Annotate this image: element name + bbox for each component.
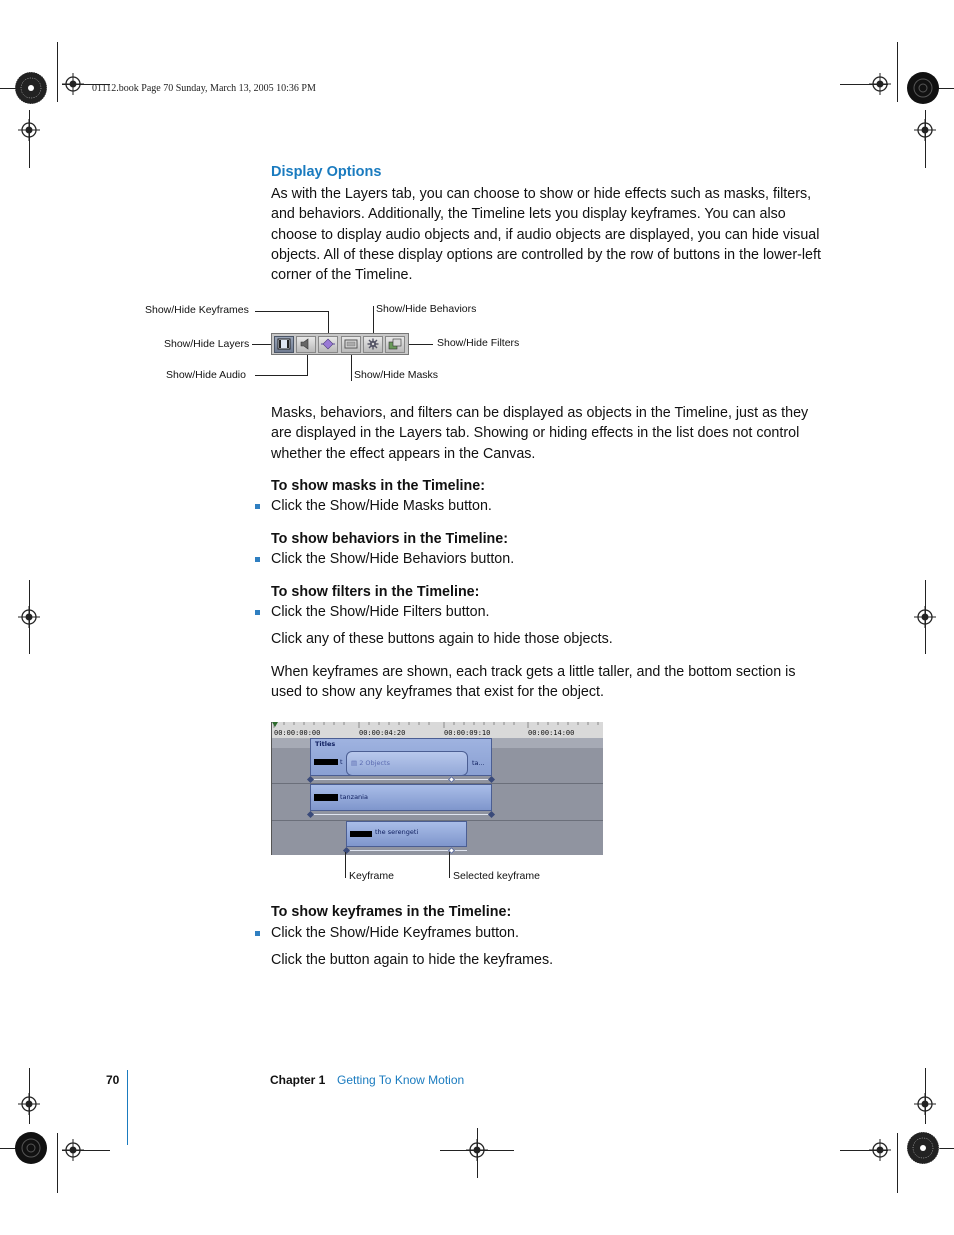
clip-label: t xyxy=(340,758,343,766)
print-slug: 01112.book Page 70 Sunday, March 13, 2005 10:36 PM xyxy=(92,83,316,94)
behaviors-icon xyxy=(366,338,380,350)
task-heading-keyframes: To show keyframes in the Timeline: xyxy=(271,904,512,920)
callout-show-hide-masks: Show/Hide Masks xyxy=(354,369,439,381)
step-text: Click the Show/Hide Filters button. xyxy=(271,604,490,620)
clip-label: the serengeti xyxy=(375,828,419,836)
footer-chapter-title: Getting To Know Motion xyxy=(337,1073,465,1087)
step-text: Click the Show/Hide Keyframes button. xyxy=(271,925,519,941)
masks-icon xyxy=(344,338,358,350)
callout-show-hide-audio: Show/Hide Audio xyxy=(166,369,246,381)
registration-mark-icon xyxy=(62,73,84,95)
paragraph-hide-objects: Click any of these buttons again to hide those objects. xyxy=(271,631,613,647)
group-title: Titles xyxy=(315,740,336,748)
color-rosette-icon xyxy=(14,1131,48,1165)
task-heading-masks: To show masks in the Timeline: xyxy=(271,478,485,494)
step-text: Click the Show/Hide Behaviors button. xyxy=(271,551,515,567)
registration-mark-icon xyxy=(914,119,936,141)
section-heading: Display Options xyxy=(271,164,382,180)
paragraph-effects: Masks, behaviors, and filters can be displayed as objects in the Timeline, just as they are displayed in the Layers tab. Showing or hiding effects in the list does not control whether the effect appears in the Canvas. xyxy=(271,405,809,462)
page-number: 70 xyxy=(106,1073,120,1087)
bullet-icon xyxy=(255,931,260,936)
clip-thumbnail xyxy=(314,759,338,765)
task-heading-behaviors: To show behaviors in the Timeline: xyxy=(271,531,508,547)
step-behaviors xyxy=(271,551,514,567)
registration-mark-icon xyxy=(466,1139,488,1161)
objects-block[interactable] xyxy=(346,751,468,776)
timecode: 00:00:09:10 xyxy=(444,729,491,737)
clip-thumbnail xyxy=(350,831,372,837)
bullet-icon xyxy=(255,504,260,509)
color-rosette-icon xyxy=(906,71,940,105)
timecode: 00:00:14:00 xyxy=(528,729,575,737)
footer-rule xyxy=(127,1070,128,1145)
callout-show-hide-behaviors: Show/Hide Behaviors xyxy=(376,303,477,315)
timeline-screenshot xyxy=(271,722,603,855)
clip-label: tanzania xyxy=(340,793,368,801)
bullet-icon xyxy=(255,557,260,562)
color-rosette-icon xyxy=(14,71,48,105)
intro-paragraph: As with the Layers tab, you can choose to show or hide effects such as masks, filters, and behaviors. Additionally, the Timeline lets you display keyframes. You can also choose to display audio objects and, if audio objects are displayed, you can hide visual objects. All of these display options are controlled by the row of buttons in the lower-left corner of the Timeline. xyxy=(271,186,821,284)
keyframes-icon xyxy=(321,338,335,350)
callout-show-hide-layers: Show/Hide Layers xyxy=(164,338,250,350)
show-hide-masks-button[interactable] xyxy=(341,336,361,353)
registration-mark-icon xyxy=(914,606,936,628)
audio-icon xyxy=(299,338,313,350)
registration-mark-icon xyxy=(62,1139,84,1161)
group-icon: ▤ xyxy=(351,759,358,767)
registration-mark-icon xyxy=(869,1139,891,1161)
callout-show-hide-keyframes: Show/Hide Keyframes xyxy=(145,304,249,316)
objects-label xyxy=(351,759,390,767)
clip-thumbnail xyxy=(314,794,338,801)
registration-mark-icon xyxy=(18,1093,40,1115)
show-hide-filters-button[interactable] xyxy=(385,336,405,353)
color-rosette-icon xyxy=(906,1131,940,1165)
task-heading-filters: To show filters in the Timeline: xyxy=(271,584,480,600)
show-hide-behaviors-button[interactable] xyxy=(363,336,383,353)
step-keyframes xyxy=(271,925,519,941)
registration-mark-icon xyxy=(18,119,40,141)
callout-keyframe: Keyframe xyxy=(349,870,394,882)
callout-show-hide-filters: Show/Hide Filters xyxy=(437,337,520,349)
show-hide-audio-button[interactable] xyxy=(296,336,316,353)
timeline-ruler xyxy=(272,722,603,739)
step-filters xyxy=(271,604,490,620)
show-hide-keyframes-button[interactable] xyxy=(318,336,338,353)
step-masks xyxy=(271,498,492,514)
bullet-icon xyxy=(255,610,260,615)
layers-icon xyxy=(277,338,291,350)
show-hide-layers-button[interactable] xyxy=(274,336,294,353)
paragraph-keyframes: When keyframes are shown, each track gets a little taller, and the bottom section is used to show any keyframes that exist for the object. xyxy=(271,664,796,701)
callout-selected-keyframe: Selected keyframe xyxy=(453,870,540,882)
paragraph-hide-keyframes: Click the button again to hide the keyframes. xyxy=(271,952,554,968)
registration-mark-icon xyxy=(869,73,891,95)
filters-icon xyxy=(388,338,402,350)
display-options-toolbar xyxy=(271,333,409,355)
clip-label: ta... xyxy=(472,759,485,767)
registration-mark-icon xyxy=(18,606,40,628)
footer-chapter: Chapter 1 xyxy=(270,1073,326,1087)
objects-count: 2 Objects xyxy=(359,759,390,767)
step-text: Click the Show/Hide Masks button. xyxy=(271,498,492,514)
timecode: 00:00:04:20 xyxy=(359,729,406,737)
timecode: 00:00:00:00 xyxy=(274,729,321,737)
registration-mark-icon xyxy=(914,1093,936,1115)
